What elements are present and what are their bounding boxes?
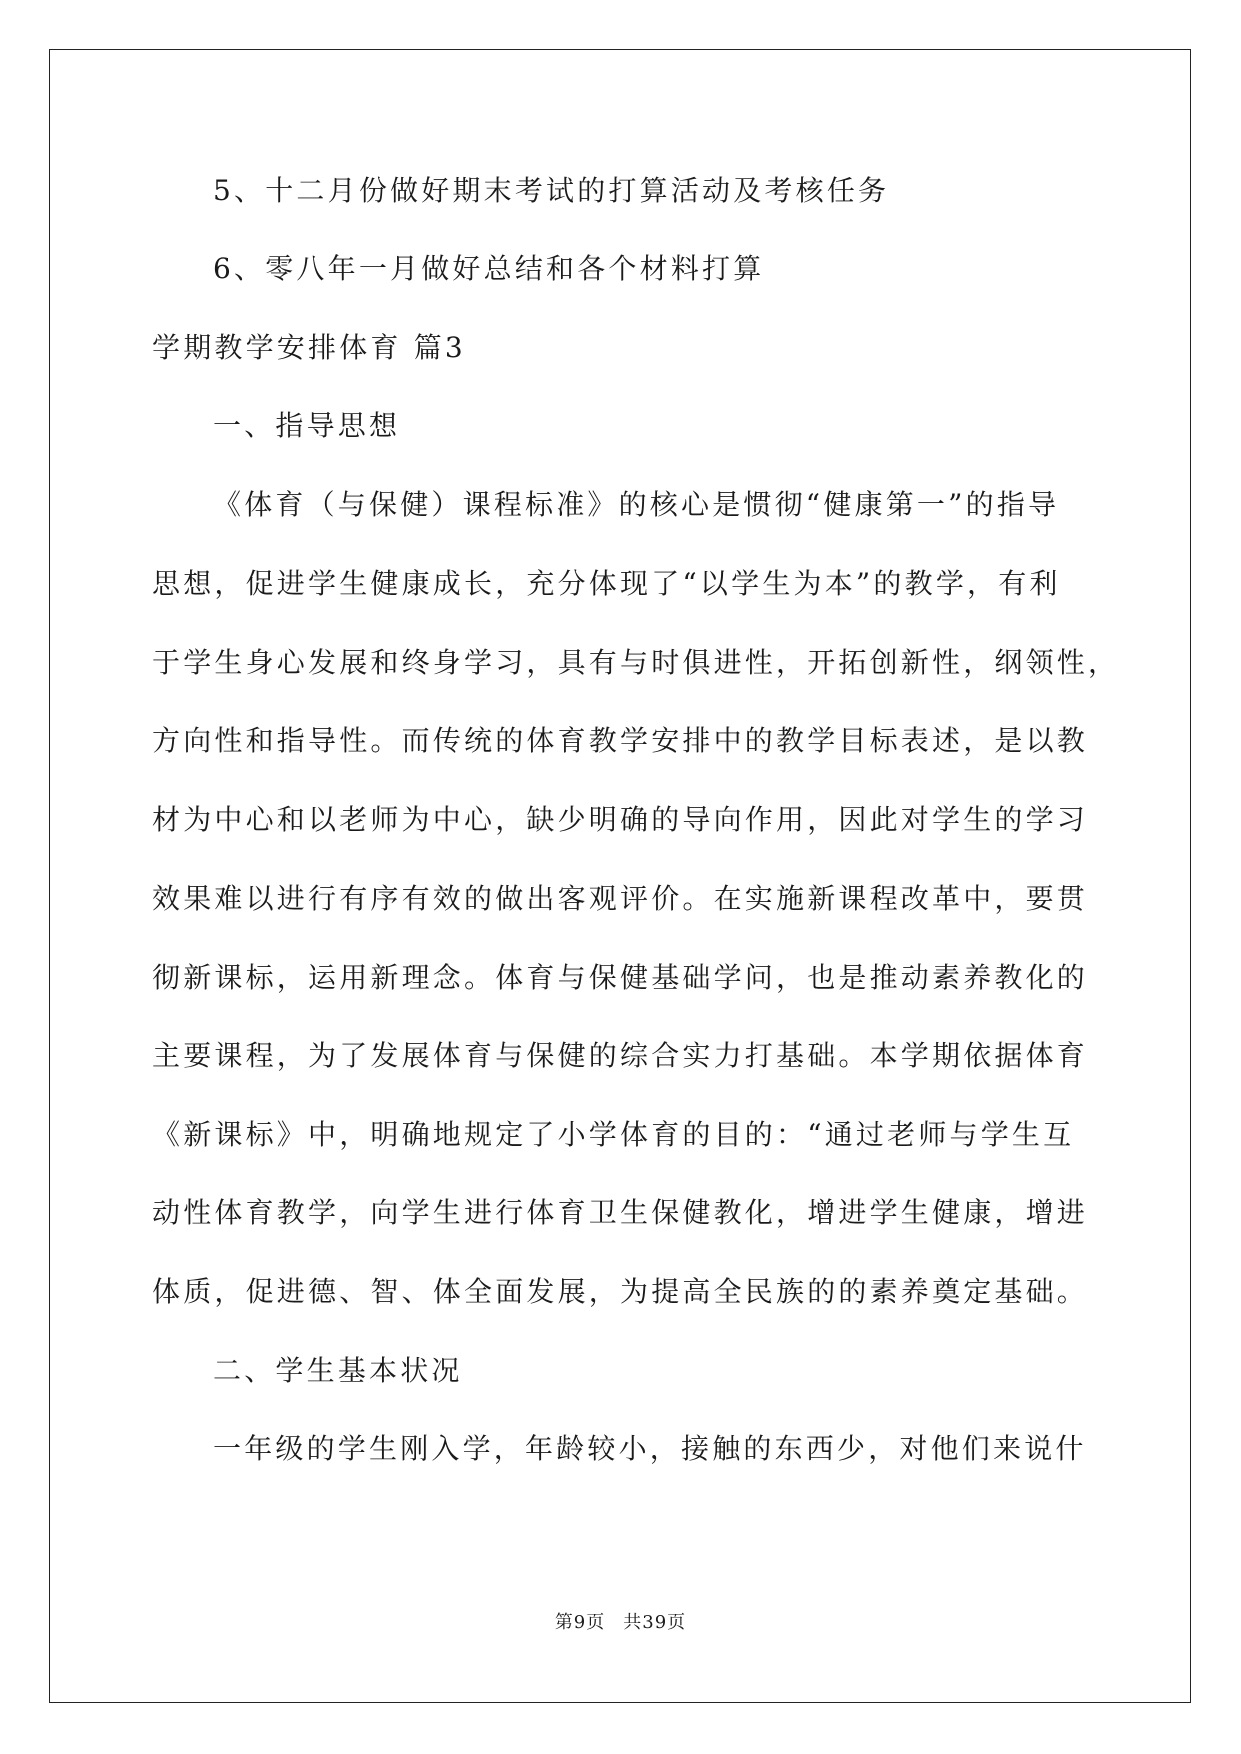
page-number: 第9页: [554, 1612, 606, 1633]
page-total: 共39页: [623, 1612, 687, 1633]
paragraph-line: 动性体育教学，向学生进行体育卫生保健教化，增进学生健康，增进: [152, 1196, 1089, 1229]
paragraph-line: 主要课程，为了发展体育与保健的综合实力打基础。本学期依据体育: [152, 1039, 1089, 1072]
list-item-6: 6、零八年一月做好总结和各个材料打算: [213, 252, 765, 285]
paragraph-line: 于学生身心发展和终身学习，具有与时俱进性，开拓创新性，纲领性，: [152, 646, 1120, 679]
paragraph-line: 一年级的学生刚入学，年龄较小，接触的东西少，对他们来说什: [213, 1432, 1087, 1465]
paragraph-line: 《新课标》中，明确地规定了小学体育的目的：“通过老师与学生互: [152, 1118, 1075, 1151]
paragraph-line: 效果难以进行有序有效的做出客观评价。在实施新课程改革中，要贯: [152, 882, 1089, 915]
page-footer: [0, 1611, 1241, 1635]
list-item-5: 5、十二月份做好期末考试的打算活动及考核任务: [213, 174, 890, 207]
heading-guiding-thought: 一、指导思想: [213, 409, 401, 442]
section-title: 学期教学安排体育 篇3: [152, 331, 466, 364]
paragraph-line: 思想，促进学生健康成长，充分体现了“以学生为本”的教学，有利: [152, 567, 1061, 600]
paragraph-line: 彻新课标，运用新理念。体育与保健基础学问，也是推动素养教化的: [152, 961, 1089, 994]
heading-student-status: 二、学生基本状况: [213, 1354, 463, 1387]
paragraph-line: 材为中心和以老师为中心，缺少明确的导向作用，因此对学生的学习: [152, 803, 1089, 836]
paragraph-line: 体质，促进德、智、体全面发展，为提高全民族的的素养奠定基础。: [152, 1275, 1089, 1308]
paragraph-line: 方向性和指导性。而传统的体育教学安排中的教学目标表述，是以教: [152, 724, 1089, 757]
paragraph-line: 《体育（与保健）课程标准》的核心是惯彻“健康第一”的指导: [213, 488, 1060, 521]
